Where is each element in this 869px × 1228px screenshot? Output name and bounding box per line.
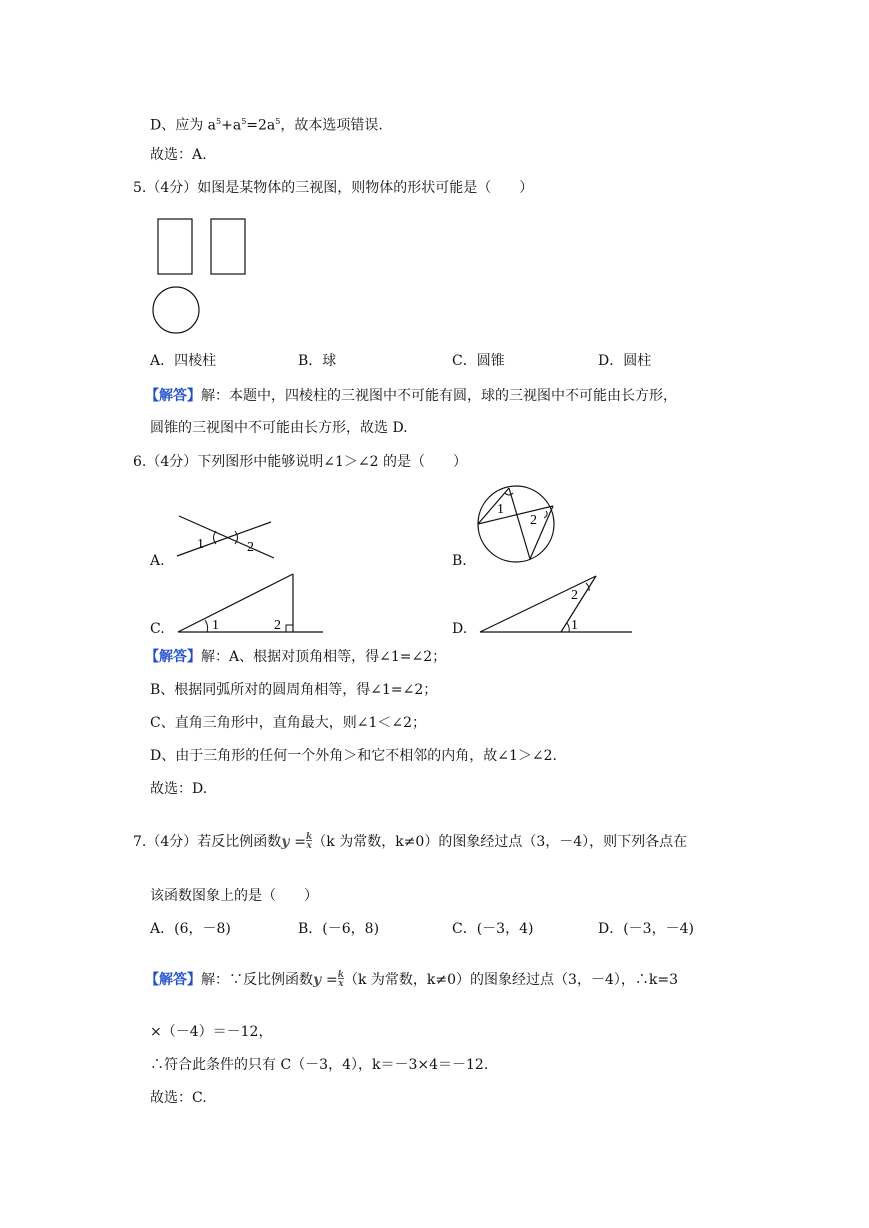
angle-2-label: 2 [571,588,578,603]
function-y-equals: y = [281,834,307,850]
q6-stem: 6.（4分）下列图形中能够说明∠1＞∠2 的是（ ） [133,454,467,470]
q4-option-d-explanation: D、应为 $a^5+a^5=2a^5$，故本选项错误. [150,117,383,134]
q5-three-views-figure [148,212,258,342]
q6-solution-line3: C、直角三角形中，直角最大，则∠1＜∠2； [150,715,426,731]
angle-1-label: 1 [497,502,504,517]
q5-option-c: C．圆锥 [452,353,505,369]
angle-2-label: 2 [247,540,254,555]
angle-2-label: 2 [530,513,537,528]
q5-option-d: D．圆柱 [598,353,652,369]
angle-2-label: 2 [274,618,281,633]
q7-solution-line3: ∴符合此条件的只有 C（－3，4），k＝－3×4＝－12. [150,1057,489,1073]
top-view-circle [153,287,199,333]
q6-solution-line4: D、由于三角形的任何一个外角＞和它不相邻的内角，故∠1＞∠2. [150,748,557,764]
front-view-rectangle [158,219,192,274]
q5-option-b: B．球 [298,353,337,369]
q7-option-d: D．(－3，－4) [598,921,694,937]
q7-answer: 故选：C. [150,1090,207,1106]
q7-stem-line1: 7.（4分）若反比例函数$y =\frac{k}{x}(k$ 为常数，k≠0）的图象经过点（3，－4），则下列各点在 [133,832,688,851]
fraction-k-over-x: $\frac{k}{x}$ [306,832,313,851]
q7-option-b: B．(－6，8) [298,921,380,937]
q6-figure-d-exterior-angle [476,570,636,636]
angle-1-label: 1 [197,537,204,552]
q6-figure-c-right-triangle [175,570,327,636]
angle-1-label: 1 [212,618,219,633]
q6-figure-a-vertical-angles [170,510,280,565]
q5-stem: 5.（4分）如图是某物体的三视图，则物体的形状可能是（ ） [133,180,534,196]
q7-option-a: A．(6，－8) [150,921,231,937]
angle-1-label: 1 [571,618,578,633]
q7-solution-line1: 【解答】解：∵反比例函数$y =\frac{k}{x}(k$ 为常数，k≠0）的图象经过点（3，－4），∴k=3 [145,970,678,989]
q6-option-c-label: C. [150,621,165,637]
side-view-rectangle [211,219,245,274]
function-y-equals: y = [313,972,338,988]
q6-option-b-label: B. [452,553,467,569]
q6-figure-b-inscribed-angles [470,482,566,568]
q4-answer: 故选：A. [150,147,207,163]
q6-solution-line2: B、根据同弧所对的圆周角相等，得∠1=∠2； [150,682,438,698]
q6-answer: 故选：D. [150,781,208,797]
q6-solution-line1: 【解答】解：A、根据对顶角相等，得∠1=∠2； [145,649,447,665]
q5-solution-line2: 圆锥的三视图中不可能由长方形，故选 D. [150,420,408,436]
q7-option-c: C．(－3，4) [452,921,534,937]
q6-option-d-label: D. [452,621,468,637]
q7-stem-line2: 该函数图象上的是（ ） [150,888,318,904]
q5-solution-line1: 【解答】解：本题中，四棱柱的三视图中不可能有圆，球的三视图中不可能由长方形， [145,388,677,404]
q5-option-a: A．四棱柱 [150,353,217,369]
q7-solution-line2: ×（－4）＝－12， [150,1024,273,1040]
fraction-k-over-x: $\frac{k}{x}$ [337,970,344,989]
q6-option-a-label: A. [150,553,165,569]
